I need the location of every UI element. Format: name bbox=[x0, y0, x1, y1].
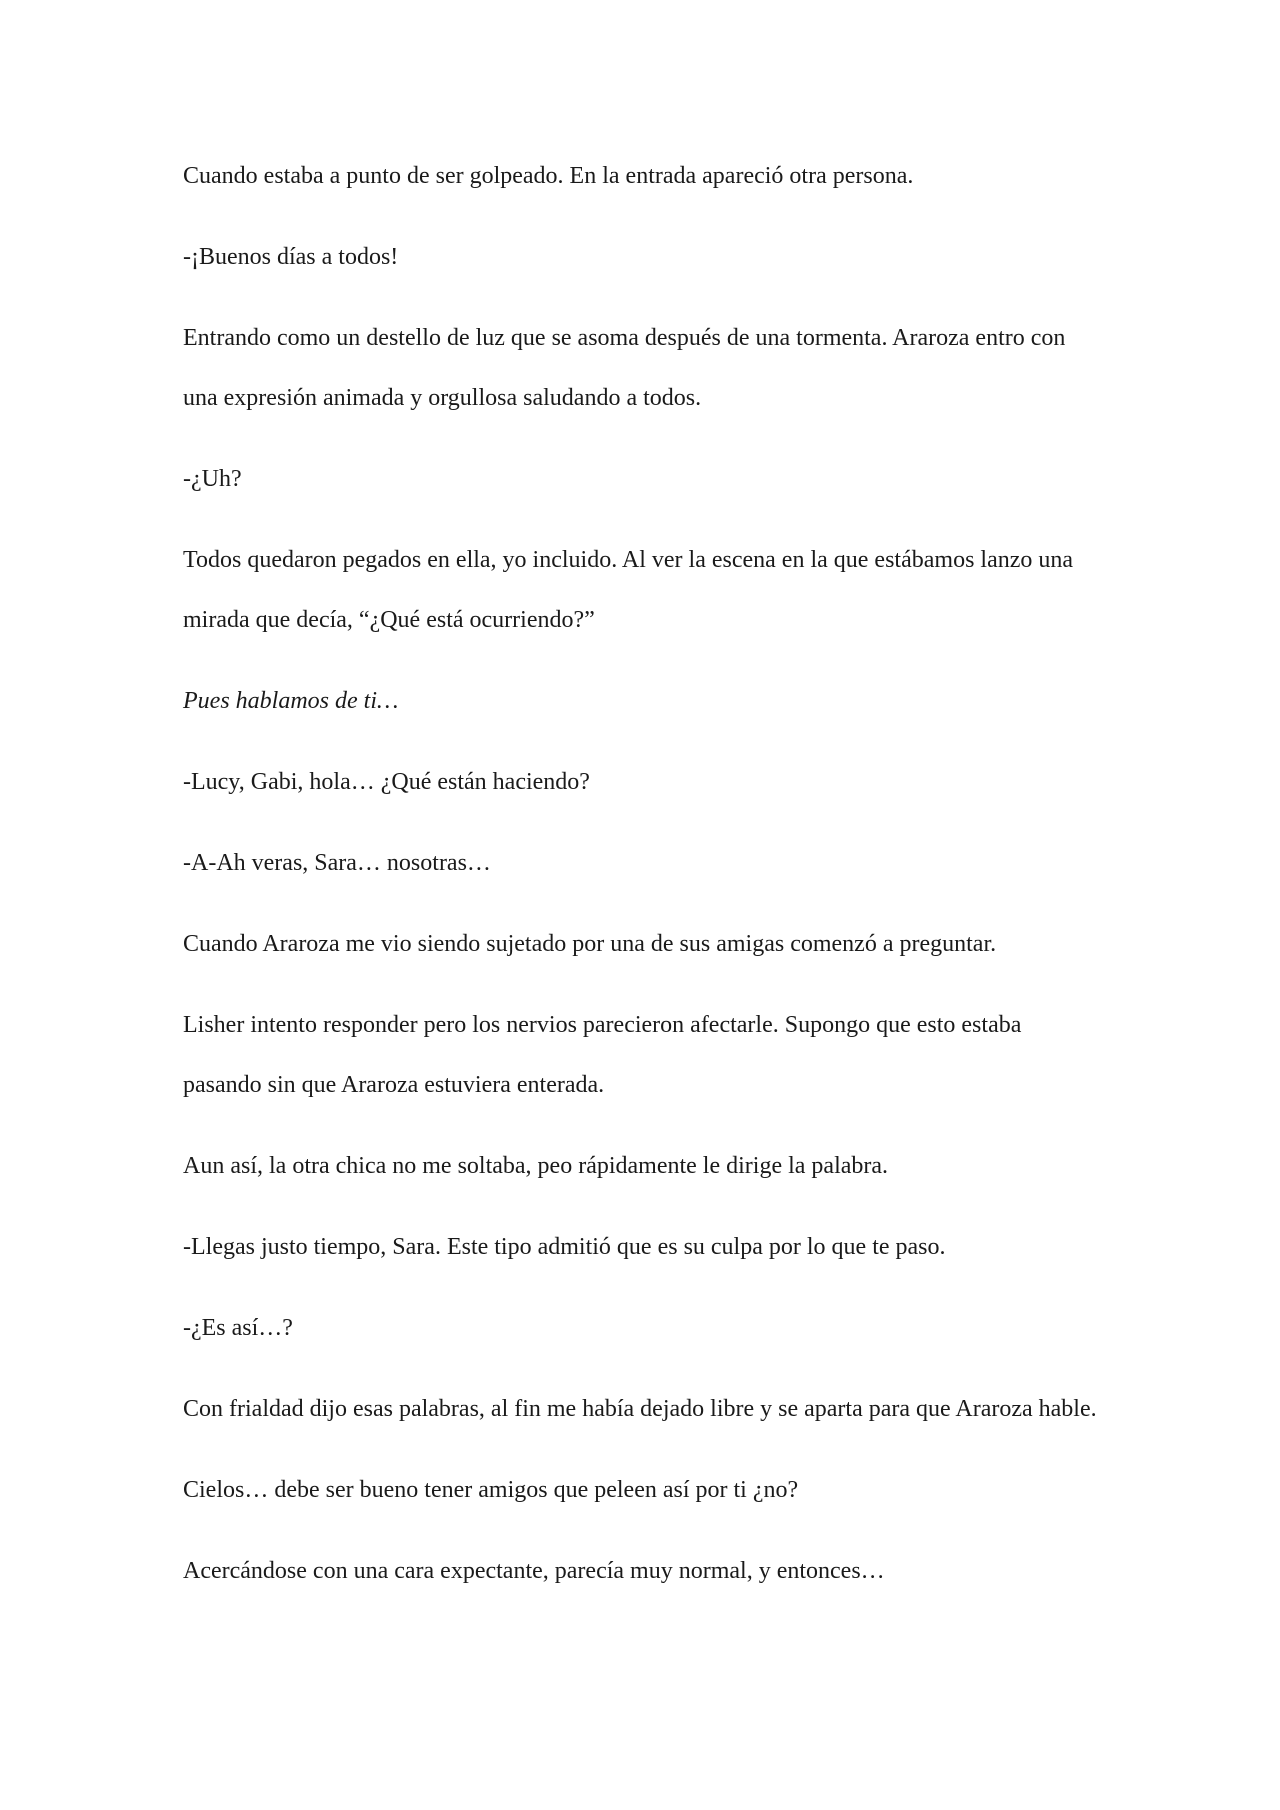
paragraph: Todos quedaron pegados en ella, yo incluido. Al ver la escena en la que estábamos lanzo una mirada que decía, “¿Qué está ocurriendo?” bbox=[183, 547, 1074, 633]
paragraph: Lisher intento responder pero los nervios parecieron afectarle. Supongo que esto estaba pasando sin que Araroza estuviera enterada. bbox=[183, 1012, 1022, 1098]
paragraph: Acercándose con una cara expectante, parecía muy normal, y entonces… bbox=[183, 1558, 885, 1584]
inner-thought: Pues hablamos de ti… bbox=[183, 688, 399, 714]
paragraph: Entrando como un destello de luz que se asoma después de una tormenta. Araroza entro con una expresión animada y orgullosa saludando a todos. bbox=[183, 325, 1066, 411]
paragraph: Cuando estaba a punto de ser golpeado. En la entrada apareció otra persona. bbox=[183, 163, 914, 189]
paragraph: Aun así, la otra chica no me soltaba, peo rápidamente le dirige la palabra. bbox=[183, 1153, 889, 1179]
dialogue-line: -A-Ah veras, Sara… nosotras… bbox=[183, 850, 491, 876]
paragraph: Con frialdad dijo esas palabras, al fin me había dejado libre y se aparta para que Araroza hable. bbox=[183, 1396, 1097, 1422]
dialogue-line: -Lucy, Gabi, hola… ¿Qué están haciendo? bbox=[183, 769, 590, 795]
dialogue-line: -¿Uh? bbox=[183, 466, 242, 492]
dialogue-line: -Llegas justo tiempo, Sara. Este tipo admitió que es su culpa por lo que te paso. bbox=[183, 1234, 946, 1260]
paragraph: Cielos… debe ser bueno tener amigos que peleen así por ti ¿no? bbox=[183, 1477, 799, 1503]
dialogue-line: -¿Es así…? bbox=[183, 1315, 293, 1341]
body-text bbox=[183, 146, 1103, 1622]
paragraph: Cuando Araroza me vio siendo sujetado por una de sus amigas comenzó a preguntar. bbox=[183, 931, 997, 957]
dialogue-line: -¡Buenos días a todos! bbox=[183, 244, 399, 270]
